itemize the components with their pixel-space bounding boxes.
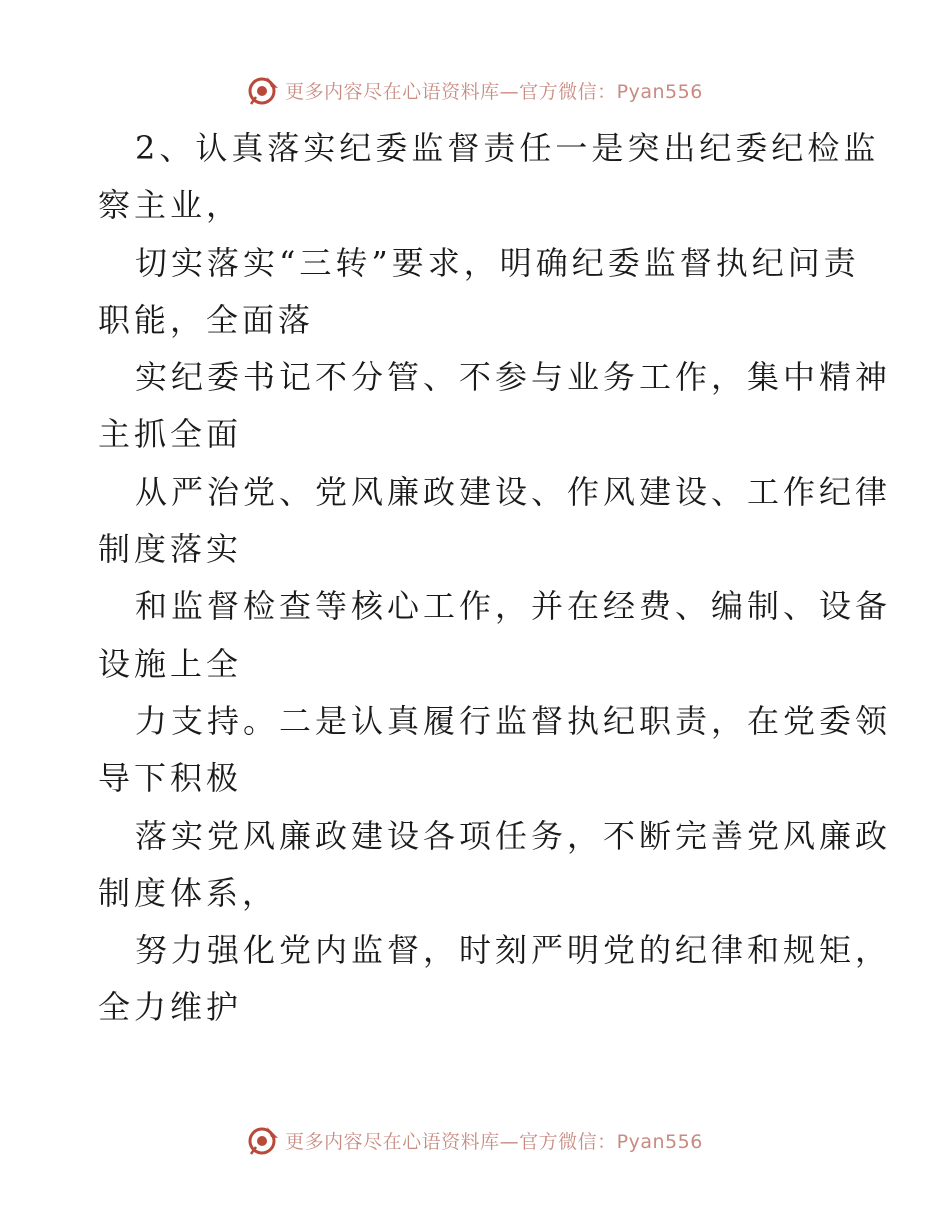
text-line: 制度体系，: [98, 873, 279, 912]
logo-icon: [247, 1123, 281, 1157]
text-line: 2、认真落实纪委监督责任一是突出纪委纪检监: [135, 129, 880, 167]
text-line: 从严治党、党风廉政建设、作风建设、工作纪律: [135, 472, 892, 511]
text-line: 努力强化党内监督，时刻严明党的纪律和规矩，: [135, 931, 892, 970]
text-line: 切实落实“三转”要求，明确纪委监督执纪问责: [135, 243, 860, 282]
logo-icon: [247, 73, 281, 107]
text-line: 职能，全面落: [98, 300, 315, 339]
banner-text: 更多内容尽在心语资料库—官方微信：Pyan556: [285, 1130, 703, 1153]
text-line: 察主业，: [98, 186, 243, 225]
text-line: 设施上全: [98, 644, 243, 683]
text-line: 全力维护: [98, 988, 243, 1027]
footer-banner: [0, 1120, 950, 1160]
text-line: 实纪委书记不分管、不参与业务工作，集中精神: [135, 358, 892, 397]
banner-text: 更多内容尽在心语资料库—官方微信：Pyan556: [285, 80, 703, 103]
header-banner: [0, 70, 950, 110]
text-line: 导下积极: [98, 759, 243, 798]
text-line: 和监督检查等核心工作，并在经费、编制、设备: [135, 587, 892, 626]
text-line: 力支持。二是认真履行监督执纪职责，在党委领: [135, 701, 892, 740]
text-line: 主抓全面: [98, 415, 243, 454]
document-body: [98, 120, 892, 1037]
text-line: 落实党风廉政建设各项任务，不断完善党风廉政: [135, 816, 892, 855]
text-line: 制度落实: [98, 530, 243, 569]
